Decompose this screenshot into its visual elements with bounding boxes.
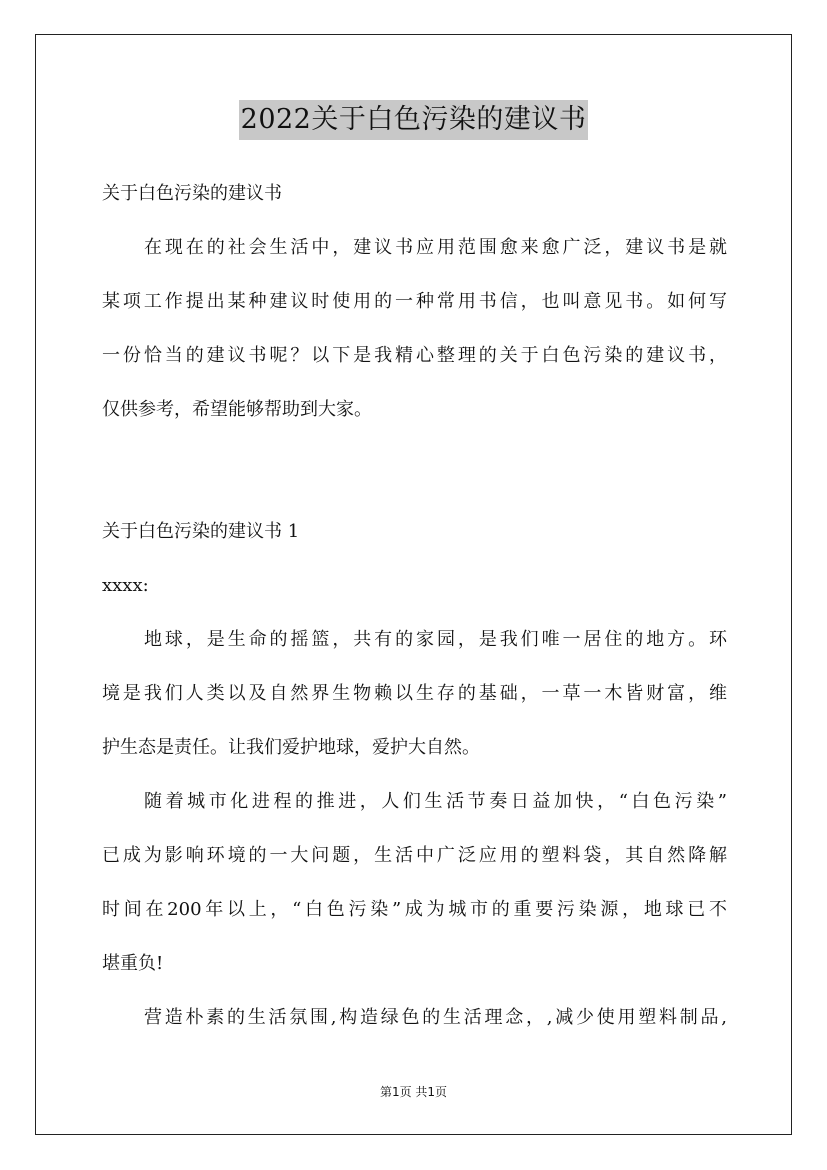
title-container	[0, 100, 827, 140]
salutation: xxxx:	[102, 575, 149, 596]
text-line: 护生态是责任。让我们爱护地球，爱护大自然。	[102, 737, 480, 758]
text-line: 某项工作提出某种建议时使用的一种常用书信，也叫意见书。如何写	[102, 291, 727, 312]
document-body	[102, 176, 727, 1054]
text-line: 营造朴素的生活氛围,构造绿色的生活理念，,减少使用塑料制品,	[144, 1007, 727, 1028]
section-heading: 关于白色污染的建议书 1	[102, 521, 300, 542]
text-line: 已成为影响环境的一大问题，生活中广泛应用的塑料袋，其自然降解	[102, 845, 727, 866]
intro-heading: 关于白色污染的建议书	[102, 183, 282, 204]
paragraph-2	[102, 784, 727, 982]
text-line: 堪重负!	[102, 953, 164, 974]
text-line: 地球，是生命的摇篮，共有的家园，是我们唯一居住的地方。环	[144, 629, 727, 650]
text-line: 境是我们人类以及自然界生物赖以生存的基础，一草一木皆财富，维	[102, 683, 727, 704]
page-footer: 第1页 共1页	[379, 1085, 448, 1099]
text-line: 随着城市化进程的推进，人们生活节奏日益加快，“白色污染”	[144, 791, 727, 812]
section-spacer	[102, 446, 727, 514]
text-line: 一份恰当的建议书呢？以下是我精心整理的关于白色污染的建议书，	[102, 345, 727, 366]
text-line: 仅供参考，希望能够帮助到大家。	[102, 399, 372, 420]
text-line: 时间在200年以上，“白色污染”成为城市的重要污染源，地球已不	[102, 899, 727, 920]
paragraph-1	[102, 622, 727, 766]
intro-paragraph	[102, 230, 727, 428]
paragraph-3	[102, 1000, 727, 1036]
text-line: 在现在的社会生活中，建议书应用范围愈来愈广泛，建议书是就	[144, 237, 727, 258]
document-title: 2022关于白色污染的建议书	[239, 100, 589, 140]
